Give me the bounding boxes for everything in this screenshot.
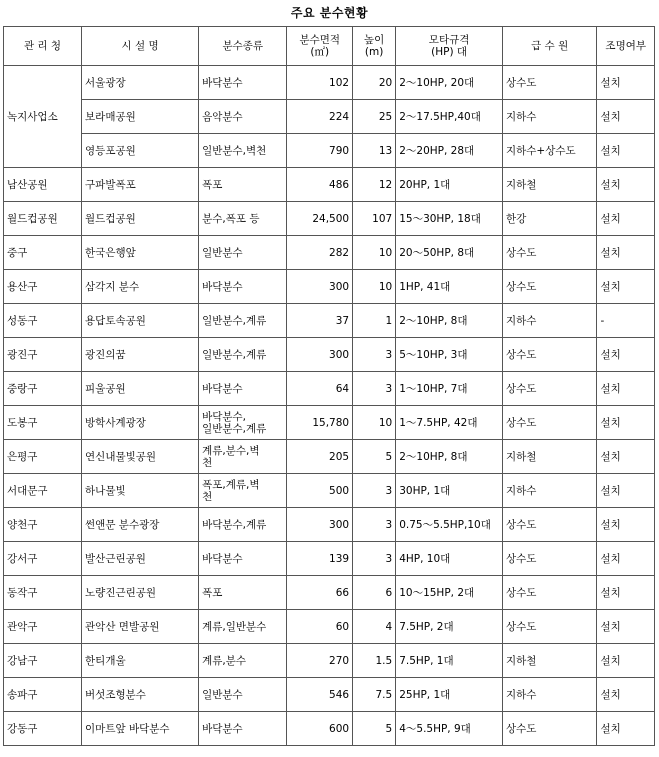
cell-agency: 강서구	[4, 542, 82, 576]
cell-facility: 한국은행앞	[82, 236, 199, 270]
cell-type: 바닥분수	[199, 270, 287, 304]
cell-facility: 삼각지 분수	[82, 270, 199, 304]
cell-facility: 피울공원	[82, 372, 199, 406]
cell-light: 설치	[597, 406, 655, 440]
table-row	[4, 712, 655, 746]
cell-light: 설치	[597, 576, 655, 610]
cell-type: 바닥분수	[199, 712, 287, 746]
cell-height: 1.5	[353, 644, 396, 678]
cell-water: 지하수	[502, 304, 596, 338]
cell-motor: 25HP, 1대	[396, 678, 503, 712]
table-row	[4, 202, 655, 236]
cell-type: 계류,일반분수	[199, 610, 287, 644]
cell-agency: 용산구	[4, 270, 82, 304]
cell-area: 546	[287, 678, 353, 712]
table-row	[4, 440, 655, 474]
cell-agency: 동작구	[4, 576, 82, 610]
cell-height: 3	[353, 542, 396, 576]
cell-height: 5	[353, 712, 396, 746]
cell-water: 상수도	[502, 406, 596, 440]
cell-area: 102	[287, 66, 353, 100]
cell-light: 설치	[597, 236, 655, 270]
page-title: 주요 분수현황	[290, 6, 369, 20]
cell-area: 66	[287, 576, 353, 610]
cell-height: 6	[353, 576, 396, 610]
header-type: 분수종류	[199, 27, 287, 66]
header-height: 높이 (m)	[353, 27, 396, 66]
cell-area: 24,500	[287, 202, 353, 236]
cell-water: 지하수	[502, 474, 596, 508]
cell-water: 상수도	[502, 236, 596, 270]
cell-facility: 한티개울	[82, 644, 199, 678]
cell-area: 37	[287, 304, 353, 338]
cell-area: 15,780	[287, 406, 353, 440]
cell-facility: 썬앤문 분수광장	[82, 508, 199, 542]
fountain-table	[3, 26, 655, 746]
cell-height: 7.5	[353, 678, 396, 712]
cell-motor: 2～17.5HP,40대	[396, 100, 503, 134]
table-row	[4, 678, 655, 712]
cell-light: 설치	[597, 474, 655, 508]
cell-motor: 1～10HP, 7대	[396, 372, 503, 406]
table-row	[4, 66, 655, 100]
cell-light: 설치	[597, 100, 655, 134]
cell-agency: 중구	[4, 236, 82, 270]
cell-type: 바닥분수, 일반분수,계류	[199, 406, 287, 440]
cell-height: 20	[353, 66, 396, 100]
table-row	[4, 576, 655, 610]
cell-facility: 관악산 면발공원	[82, 610, 199, 644]
cell-area: 790	[287, 134, 353, 168]
cell-area: 270	[287, 644, 353, 678]
cell-agency: 강동구	[4, 712, 82, 746]
cell-light: 설치	[597, 202, 655, 236]
cell-facility: 이마트앞 바닥분수	[82, 712, 199, 746]
header-row	[4, 27, 655, 66]
cell-type: 일반분수,벽천	[199, 134, 287, 168]
cell-light: 설치	[597, 542, 655, 576]
cell-motor: 10～15HP, 2대	[396, 576, 503, 610]
cell-facility: 서울광장	[82, 66, 199, 100]
cell-area: 224	[287, 100, 353, 134]
cell-height: 5	[353, 440, 396, 474]
cell-agency: 도봉구	[4, 406, 82, 440]
cell-type: 일반분수	[199, 678, 287, 712]
cell-light: 설치	[597, 610, 655, 644]
cell-water: 지하수	[502, 100, 596, 134]
cell-type: 바닥분수,계류	[199, 508, 287, 542]
cell-height: 13	[353, 134, 396, 168]
cell-agency: 은평구	[4, 440, 82, 474]
cell-type: 폭포,계류,벽 천	[199, 474, 287, 508]
table-row	[4, 406, 655, 440]
cell-facility: 용답토속공원	[82, 304, 199, 338]
cell-light: 설치	[597, 508, 655, 542]
table-row	[4, 236, 655, 270]
cell-area: 300	[287, 508, 353, 542]
cell-facility: 버섯조형분수	[82, 678, 199, 712]
cell-water: 상수도	[502, 338, 596, 372]
cell-area: 600	[287, 712, 353, 746]
cell-motor: 7.5HP, 1대	[396, 644, 503, 678]
cell-facility: 영등포공원	[82, 134, 199, 168]
table-row	[4, 100, 655, 134]
header-motor: 모타규격 (HP) 대	[396, 27, 503, 66]
cell-facility: 보라매공원	[82, 100, 199, 134]
cell-type: 바닥분수	[199, 372, 287, 406]
cell-height: 3	[353, 338, 396, 372]
cell-agency: 강남구	[4, 644, 82, 678]
cell-light: 설치	[597, 712, 655, 746]
cell-area: 60	[287, 610, 353, 644]
cell-motor: 4～5.5HP, 9대	[396, 712, 503, 746]
cell-area: 139	[287, 542, 353, 576]
cell-light: -	[597, 304, 655, 338]
cell-motor: 5～10HP, 3대	[396, 338, 503, 372]
cell-motor: 20～50HP, 8대	[396, 236, 503, 270]
cell-agency: 녹지사업소	[4, 66, 82, 168]
cell-type: 바닥분수	[199, 66, 287, 100]
cell-light: 설치	[597, 440, 655, 474]
cell-facility: 광진의꿈	[82, 338, 199, 372]
cell-type: 분수,폭포 등	[199, 202, 287, 236]
table-body	[4, 66, 655, 746]
cell-motor: 1～7.5HP, 42대	[396, 406, 503, 440]
cell-motor: 0.75～5.5HP,10대	[396, 508, 503, 542]
table-row	[4, 372, 655, 406]
cell-water: 상수도	[502, 508, 596, 542]
cell-facility: 구파발폭포	[82, 168, 199, 202]
cell-water: 상수도	[502, 542, 596, 576]
cell-height: 3	[353, 372, 396, 406]
table-row	[4, 168, 655, 202]
cell-agency: 중랑구	[4, 372, 82, 406]
cell-agency: 성동구	[4, 304, 82, 338]
cell-area: 300	[287, 338, 353, 372]
header-area: 분수면적 (㎡)	[287, 27, 353, 66]
cell-agency: 송파구	[4, 678, 82, 712]
cell-water: 지하수+상수도	[502, 134, 596, 168]
table-row	[4, 474, 655, 508]
cell-agency: 남산공원	[4, 168, 82, 202]
cell-area: 64	[287, 372, 353, 406]
cell-water: 한강	[502, 202, 596, 236]
cell-agency: 관악구	[4, 610, 82, 644]
cell-water: 상수도	[502, 66, 596, 100]
header-agency: 관 리 청	[4, 27, 82, 66]
cell-type: 음악분수	[199, 100, 287, 134]
cell-agency: 월드컵공원	[4, 202, 82, 236]
cell-light: 설치	[597, 168, 655, 202]
cell-height: 3	[353, 474, 396, 508]
cell-height: 25	[353, 100, 396, 134]
table-row	[4, 304, 655, 338]
header-light: 조명여부	[597, 27, 655, 66]
cell-facility: 하나물빛	[82, 474, 199, 508]
cell-type: 일반분수	[199, 236, 287, 270]
cell-light: 설치	[597, 338, 655, 372]
cell-type: 폭포	[199, 168, 287, 202]
header-water: 급 수 원	[502, 27, 596, 66]
cell-area: 300	[287, 270, 353, 304]
cell-area: 500	[287, 474, 353, 508]
cell-facility: 방학사계광장	[82, 406, 199, 440]
cell-facility: 연신내물빛공원	[82, 440, 199, 474]
cell-height: 4	[353, 610, 396, 644]
cell-type: 계류,분수,벽 천	[199, 440, 287, 474]
table-row	[4, 134, 655, 168]
cell-light: 설치	[597, 678, 655, 712]
cell-height: 107	[353, 202, 396, 236]
cell-water: 상수도	[502, 610, 596, 644]
cell-agency: 서대문구	[4, 474, 82, 508]
cell-water: 지하철	[502, 644, 596, 678]
cell-water: 지하수	[502, 678, 596, 712]
cell-height: 1	[353, 304, 396, 338]
cell-light: 설치	[597, 372, 655, 406]
cell-facility: 월드컵공원	[82, 202, 199, 236]
cell-motor: 2～10HP, 8대	[396, 440, 503, 474]
table-row	[4, 644, 655, 678]
cell-motor: 2～10HP, 20대	[396, 66, 503, 100]
cell-type: 일반분수,계류	[199, 304, 287, 338]
cell-type: 일반분수,계류	[199, 338, 287, 372]
cell-light: 설치	[597, 270, 655, 304]
cell-light: 설치	[597, 66, 655, 100]
cell-type: 폭포	[199, 576, 287, 610]
cell-water: 지하철	[502, 168, 596, 202]
cell-water: 상수도	[502, 712, 596, 746]
table-row	[4, 542, 655, 576]
cell-motor: 4HP, 10대	[396, 542, 503, 576]
cell-facility: 발산근린공원	[82, 542, 199, 576]
header-facility: 시 설 명	[82, 27, 199, 66]
cell-agency: 양천구	[4, 508, 82, 542]
table-row	[4, 270, 655, 304]
cell-type: 계류,분수	[199, 644, 287, 678]
cell-area: 205	[287, 440, 353, 474]
cell-motor: 2～20HP, 28대	[396, 134, 503, 168]
table-row	[4, 508, 655, 542]
cell-motor: 15～30HP, 18대	[396, 202, 503, 236]
cell-water: 상수도	[502, 270, 596, 304]
cell-height: 10	[353, 236, 396, 270]
cell-type: 바닥분수	[199, 542, 287, 576]
cell-light: 설치	[597, 644, 655, 678]
cell-height: 10	[353, 270, 396, 304]
cell-motor: 30HP, 1대	[396, 474, 503, 508]
cell-motor: 7.5HP, 2대	[396, 610, 503, 644]
cell-motor: 2～10HP, 8대	[396, 304, 503, 338]
cell-height: 3	[353, 508, 396, 542]
cell-height: 12	[353, 168, 396, 202]
cell-water: 상수도	[502, 372, 596, 406]
table-row	[4, 338, 655, 372]
cell-motor: 20HP, 1대	[396, 168, 503, 202]
cell-light: 설치	[597, 134, 655, 168]
cell-area: 486	[287, 168, 353, 202]
cell-area: 282	[287, 236, 353, 270]
cell-height: 10	[353, 406, 396, 440]
cell-water: 상수도	[502, 576, 596, 610]
cell-water: 지하철	[502, 440, 596, 474]
cell-agency: 광진구	[4, 338, 82, 372]
cell-facility: 노량진근린공원	[82, 576, 199, 610]
cell-motor: 1HP, 41대	[396, 270, 503, 304]
table-row	[4, 610, 655, 644]
